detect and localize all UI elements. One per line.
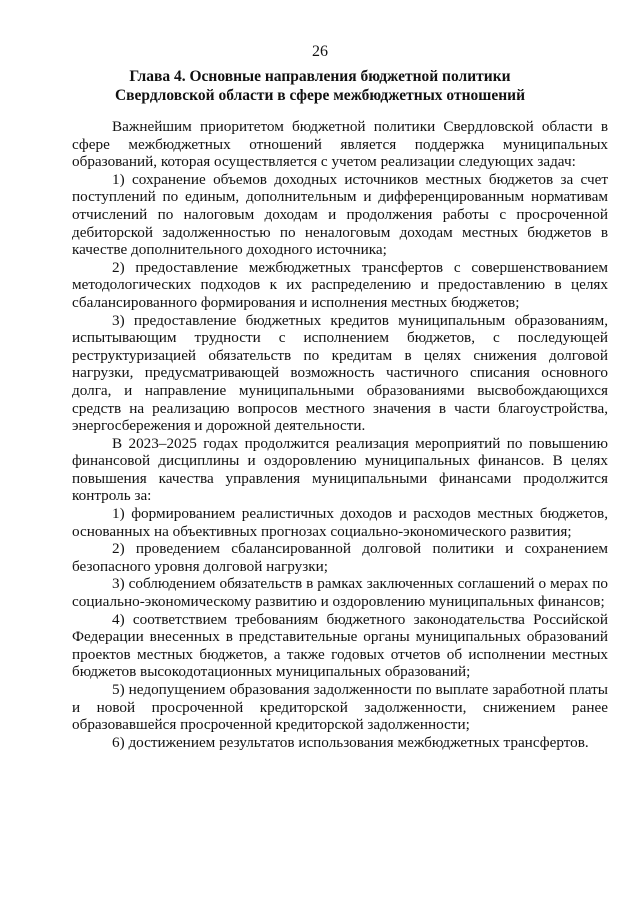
paragraph-task-3: 3) предоставление бюджетных кредитов муниципальным образованиям, испытывающим трудности с исполнением бюджетов, с последующей реструктуризацией обязательств по кредитам в целях снижения долговой нагрузки, предусматривающей возможность частичного списания основного долга, и направление муниципальными образованиями высвобождающихся средств на реализацию вопросов местного значения в части благоустройства, энергосбережения и дорожной деятельности. xyxy=(72,311,608,435)
paragraph-control-6: 6) достижением результатов использования межбюджетных трансфертов. xyxy=(112,733,589,751)
paragraph-control-4: 4) соответствием требованиям бюджетного законодательства Российской Федерации внесенных в представительные органы муниципальных образований проектов местных бюджетов, а также годовых отчетов об исполнении местных бюджетов высокодотационных муниципальных образований; xyxy=(72,610,608,681)
chapter-title-line-2: Свердловской области в сфере межбюджетных отношений xyxy=(114,87,526,104)
paragraph-2023-2025: В 2023–2025 годах продолжится реализация мероприятий по повышению финансовой дисциплины и оздоровлению муниципальных финансов. В целях повышения качества управления муниципальными финансами продолжится контроль за: xyxy=(72,434,608,505)
paragraph-task-2: 2) предоставление межбюджетных трансфертов с совершенствованием методологических подходов к их распределению и предоставлению в целях сбалансированного формирования и исполнения местных бюджетов; xyxy=(72,258,608,311)
paragraph-control-3: 3) соблюдением обязательств в рамках заключенных соглашений о мерах по социально-экономическому развитию и оздоровлению муниципальных финансов; xyxy=(72,575,608,611)
paragraph-control-1: 1) формированием реалистичных доходов и расходов местных бюджетов, основанных на объективных прогнозах социально-экономического развития; xyxy=(72,505,608,540)
paragraph-control-5: 5) недопущением образования задолженности по выплате заработной платы и новой просроченной кредиторской задолженности, снижением ранее образовавшейся просроченной кредиторской задолженности; xyxy=(72,681,608,734)
paragraph-control-2: 2) проведением сбалансированной долговой политики и сохранением безопасного уровня долговой нагрузки; xyxy=(72,540,608,575)
page-number: 26 xyxy=(312,43,328,60)
paragraph-intro: Важнейшим приоритетом бюджетной политики Свердловской области в сфере межбюджетных отношений является поддержка муниципальных образований, которая осуществляется с учетом реализации следующих задач: xyxy=(72,118,608,171)
chapter-title-line-1: Глава 4. Основные направления бюджетной политики xyxy=(129,68,511,85)
body-text xyxy=(72,118,608,751)
chapter-title xyxy=(70,67,570,105)
paragraph-task-1: 1) сохранение объемов доходных источников местных бюджетов за счет поступлений по единым, дополнительным и дифференцированным нормативам отчислений по налоговым доходам и продолжения работы с просроченной дебиторской задолженностью по неналоговым доходам местных бюджетов в качестве дополнительного доходного источника; xyxy=(72,170,608,259)
